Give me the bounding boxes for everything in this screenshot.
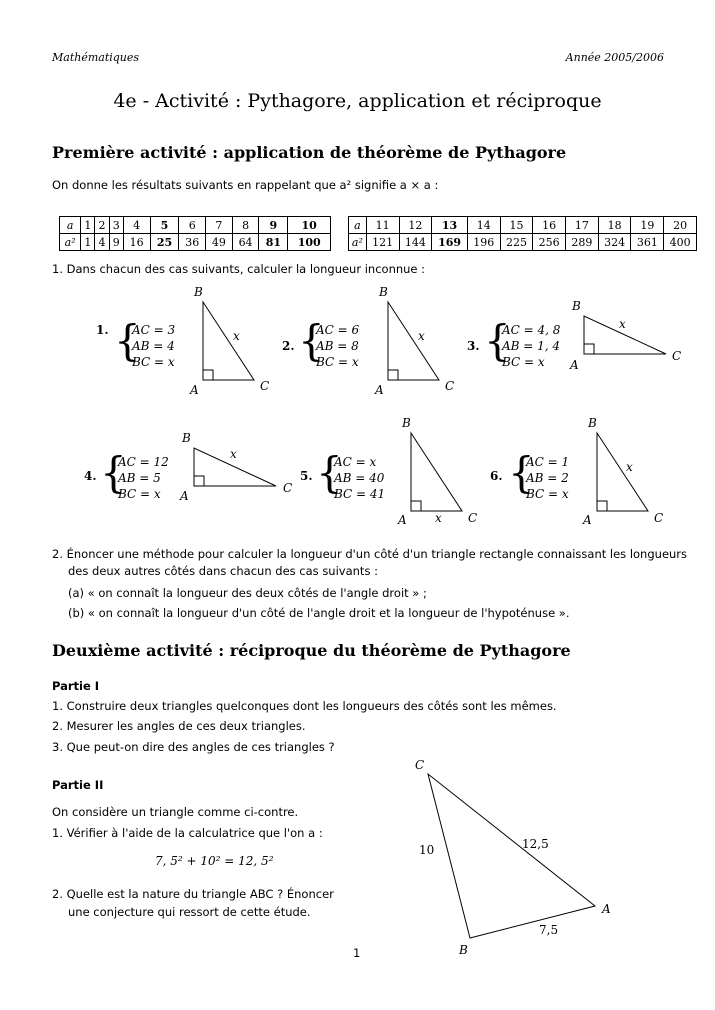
table-cell: 36: [179, 234, 206, 251]
part2-intro: On considère un triangle comme ci-contre.: [52, 805, 299, 819]
case-6-system: 6.: [490, 469, 503, 483]
label-B: B: [194, 285, 203, 299]
label-C: C: [260, 379, 270, 393]
table-cell: 400: [664, 234, 697, 251]
table-cell: 17: [566, 217, 599, 234]
part2-title: Partie II: [52, 778, 104, 792]
table-cell: 5: [150, 217, 179, 234]
table-cell: 16: [123, 234, 150, 251]
label-x: x: [626, 460, 633, 474]
question-2a: (a) « on connaît la longueur des deux côtés de l'angle droit » ;: [68, 586, 427, 600]
case-2-system: 2.: [282, 339, 295, 353]
label-x: x: [233, 329, 240, 343]
label-A: A: [398, 513, 407, 527]
table-cell: 25: [150, 234, 179, 251]
table-cell: 1: [81, 217, 95, 234]
table-cell: 256: [533, 234, 566, 251]
brace: {: [508, 448, 535, 497]
label-A: A: [375, 383, 384, 397]
table-cell: 10: [288, 217, 331, 234]
label-C: C: [468, 511, 478, 525]
label-C: C: [415, 758, 425, 772]
table-cell: 2: [95, 217, 109, 234]
label-C: C: [672, 349, 682, 363]
table-header-cell: a²: [60, 234, 81, 251]
table-cell: 169: [432, 234, 468, 251]
table-cell: 81: [259, 234, 288, 251]
table-cell: 15: [500, 217, 533, 234]
table-header-cell: a²: [349, 234, 367, 251]
case-3-values: AC = 4, 8 AB = 1, 4 BC = x: [502, 323, 561, 369]
table-header-cell: a: [349, 217, 367, 234]
table-header-cell: a: [60, 217, 81, 234]
case-4-values: AC = 12 AB = 5 BC = x: [118, 455, 169, 501]
case-5-values: AC = x AB = 40 BC = 41: [334, 455, 386, 501]
case-3-system: 3.: [467, 339, 480, 353]
label-x: x: [619, 317, 626, 331]
case-4-system: 4.: [84, 469, 97, 483]
part1-item-1: 1. Construire deux triangles quelconques dont les longueurs des côtés sont les mêmes.: [52, 699, 557, 713]
table-cell: 12: [399, 217, 432, 234]
question-2-line2: des deux autres côtés dans chacun des cas suivants :: [68, 564, 378, 578]
brace: {: [298, 316, 325, 365]
case-1-values: AC = 3 AB = 4 BC = x: [132, 323, 176, 369]
table-cell: 13: [432, 217, 468, 234]
header-year: Année 2005/2006: [565, 51, 664, 64]
case-2-values: AC = 6 AB = 8 BC = x: [316, 323, 360, 369]
table-cell: 18: [598, 217, 631, 234]
label-B: B: [182, 431, 191, 445]
part1-item-2: 2. Mesurer les angles de ces deux triangles.: [52, 719, 306, 733]
table-cell: 8: [232, 217, 259, 234]
label-x: x: [435, 511, 442, 525]
table-cell: 144: [399, 234, 432, 251]
table-cell: 6: [179, 217, 206, 234]
table-cell: 14: [467, 217, 500, 234]
pythagore-formula: 7, 5² + 10² = 12, 5²: [155, 854, 274, 868]
table-cell: 64: [232, 234, 259, 251]
table-cell: 16: [533, 217, 566, 234]
label-C: C: [654, 511, 664, 525]
section2-heading: Deuxième activité : réciproque du théorème de Pythagore: [52, 641, 571, 660]
triangle-1: [203, 302, 254, 380]
table-cell: 9: [259, 217, 288, 234]
side-cb-length: 10: [419, 843, 435, 857]
table-cell: 4: [123, 217, 150, 234]
question-2b: (b) « on connaît la longueur d'un côté de l'angle droit et la longueur de l'hypoténuse ».: [68, 606, 570, 620]
case-1-system: 1.: [96, 323, 109, 337]
label-B: B: [459, 943, 468, 957]
triangle-6: [597, 433, 648, 511]
part1-item-3: 3. Que peut-on dire des angles de ces triangles ?: [52, 740, 335, 754]
label-C: C: [283, 481, 293, 495]
table-cell: 324: [598, 234, 631, 251]
page-title: 4e - Activité : Pythagore, application et réciproque: [113, 90, 602, 112]
label-B: B: [572, 299, 581, 313]
table-cell: 196: [467, 234, 500, 251]
table-cell: 11: [366, 217, 399, 234]
case-5-system: 5.: [300, 469, 313, 483]
label-C: C: [445, 379, 455, 393]
brace: {: [114, 316, 141, 365]
label-A: A: [602, 902, 611, 916]
table-cell: 4: [95, 234, 109, 251]
part1-title: Partie I: [52, 679, 100, 693]
triangle-abc: [428, 774, 595, 938]
label-B: B: [588, 416, 597, 430]
table-cell: 100: [288, 234, 331, 251]
table-cell: 49: [206, 234, 233, 251]
table-cell: 9: [109, 234, 123, 251]
brace: {: [484, 316, 511, 365]
label-A: A: [180, 489, 189, 503]
header-subject: Mathématiques: [52, 51, 140, 64]
triangle-2: [388, 302, 439, 380]
label-A: A: [570, 358, 579, 372]
part2-question-2-line2: une conjecture qui ressort de cette étude.: [68, 905, 311, 919]
question-2-line1: 2. Énoncer une méthode pour calculer la longueur d'un côté d'un triangle rectangle connaissant les longueurs: [52, 547, 688, 561]
table-cell: 289: [566, 234, 599, 251]
part2-question-2-line1: 2. Quelle est la nature du triangle ABC ? Énoncer: [52, 887, 334, 901]
table-cell: 7: [206, 217, 233, 234]
case-6-values: AC = 1 AB = 2 BC = x: [526, 455, 570, 501]
label-B: B: [402, 416, 411, 430]
table-cell: 361: [631, 234, 664, 251]
brace: {: [316, 448, 343, 497]
label-B: B: [379, 285, 388, 299]
label-A: A: [190, 383, 199, 397]
label-x: x: [418, 329, 425, 343]
table-cell: 19: [631, 217, 664, 234]
table-cell: 1: [81, 234, 95, 251]
table-cell: 3: [109, 217, 123, 234]
side-ba-length: 7,5: [539, 923, 559, 937]
section1-intro: On donne les résultats suivants en rappelant que a² signifie a × a :: [52, 178, 439, 192]
section1-heading: Première activité : application de théorème de Pythagore: [52, 143, 567, 162]
label-x: x: [230, 447, 237, 461]
question-1: 1. Dans chacun des cas suivants, calculer la longueur inconnue :: [52, 262, 426, 276]
table-cell: 20: [664, 217, 697, 234]
label-A: A: [583, 513, 592, 527]
triangle-5: [411, 433, 462, 511]
part2-question-1: 1. Vérifier à l'aide de la calculatrice que l'on a :: [52, 826, 323, 840]
table-cell: 225: [500, 234, 533, 251]
side-ca-length: 12,5: [522, 837, 549, 851]
brace: {: [100, 448, 127, 497]
table-cell: 121: [366, 234, 399, 251]
page-number: 1: [353, 946, 361, 960]
